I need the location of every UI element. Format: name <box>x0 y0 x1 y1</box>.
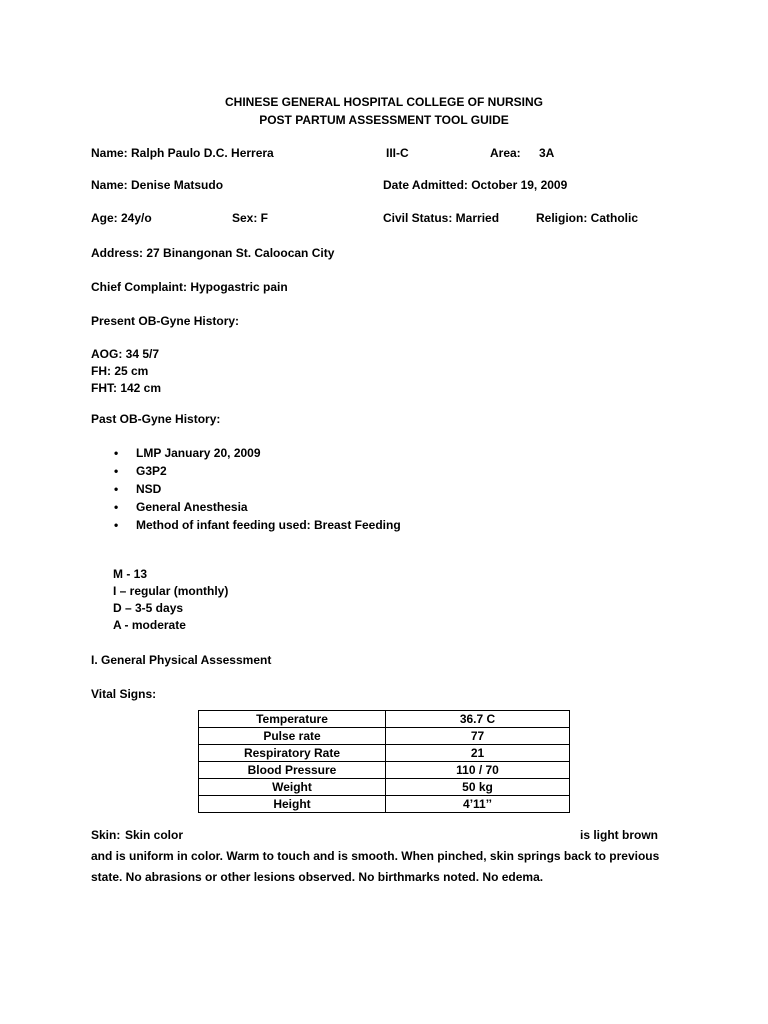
list-item: • Method of infant feeding used: Breast Feeding <box>114 518 401 532</box>
table-row: Pulse rate 77 <box>199 728 570 745</box>
table-row: Respiratory Rate 21 <box>199 745 570 762</box>
list-item: • NSD <box>114 482 162 496</box>
patient-address: Address: 27 Binangonan St. Caloocan City <box>91 246 335 260</box>
menstrual-d: D – 3-5 days <box>113 601 184 615</box>
fht-value: FHT: 142 cm <box>91 381 162 395</box>
area-label: Area: <box>490 146 521 160</box>
bullet-icon: • <box>114 446 119 460</box>
table-row: Weight 50 kg <box>199 779 570 796</box>
student-name: Name: Ralph Paulo D.C. Herrera <box>91 146 274 160</box>
date-admitted: Date Admitted: October 19, 2009 <box>383 178 568 192</box>
civil-status: Civil Status: Married <box>383 211 500 225</box>
bullet-icon: • <box>114 518 119 532</box>
table-row: Temperature 36.7 C <box>199 711 570 728</box>
fh-value: FH: 25 cm <box>91 364 149 378</box>
area-value: 3A <box>539 146 555 160</box>
section-heading-general-assessment: I. General Physical Assessment <box>91 653 272 667</box>
table-row: Blood Pressure 110 / 70 <box>199 762 570 779</box>
aog-value: AOG: 34 5/7 <box>91 347 160 361</box>
list-item: • General Anesthesia <box>114 500 248 514</box>
bullet-icon: • <box>114 464 119 478</box>
vital-signs-label: Vital Signs: <box>91 687 157 701</box>
patient-sex: Sex: F <box>232 211 269 225</box>
skin-text-right: is light brown <box>580 828 658 842</box>
patient-age: Age: 24y/o <box>91 211 152 225</box>
list-item: • LMP January 20, 2009 <box>114 446 261 460</box>
patient-name: Name: Denise Matsudo <box>91 178 224 192</box>
table-row: Height 4’11’’ <box>199 796 570 813</box>
menstrual-a: A - moderate <box>113 618 186 632</box>
vital-signs-table <box>198 710 570 813</box>
skin-text-start: Skin color <box>125 828 184 842</box>
bullet-icon: • <box>114 482 119 496</box>
skin-text-line2: and is uniform in color. Warm to touch and is smooth. When pinched, skin springs back to previous <box>91 849 660 863</box>
past-history-list <box>112 444 401 534</box>
list-item: • G3P2 <box>114 464 167 478</box>
religion: Religion: Catholic <box>536 211 638 225</box>
document-title-line2: POST PARTUM ASSESSMENT TOOL GUIDE <box>259 113 509 127</box>
student-section: III-C <box>386 146 409 160</box>
skin-label: Skin: <box>91 828 121 842</box>
skin-text-line3: state. No abrasions or other lesions observed. No birthmarks noted. No edema. <box>91 870 544 884</box>
present-history-heading: Present OB-Gyne History: <box>91 314 240 328</box>
bullet-icon: • <box>114 500 119 514</box>
chief-complaint: Chief Complaint: Hypogastric pain <box>91 280 288 294</box>
menstrual-m: M - 13 <box>113 567 148 581</box>
menstrual-i: I – regular (monthly) <box>113 584 229 598</box>
document-title-line1: CHINESE GENERAL HOSPITAL COLLEGE OF NURSING <box>224 95 544 109</box>
past-history-heading: Past OB-Gyne History: <box>91 412 221 426</box>
